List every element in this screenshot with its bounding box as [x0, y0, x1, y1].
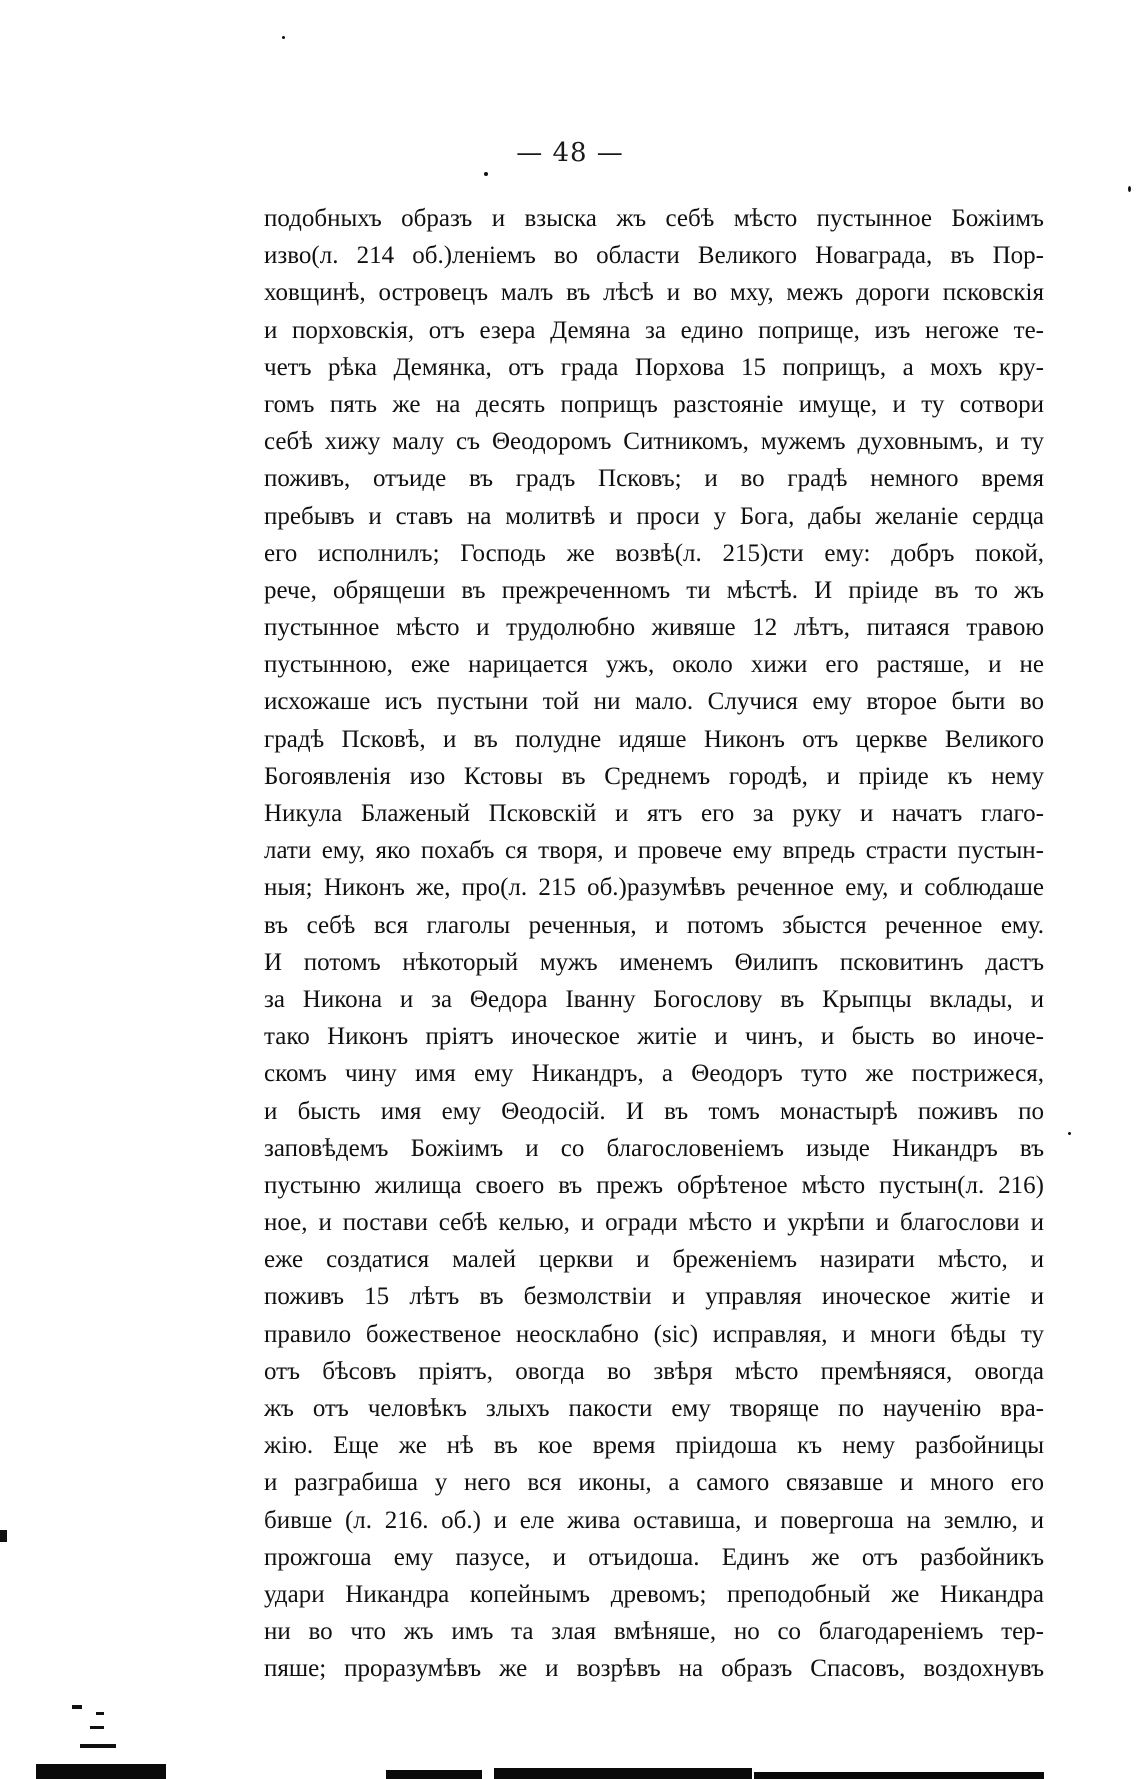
scan-mark — [96, 1712, 104, 1715]
text-line: жію. Еще же нѣ въ кое время пріидоша къ нему разбойницы — [264, 1432, 1044, 1460]
text-line: удари Никандра копейнымъ древомъ; преподобный же Никандра — [264, 1580, 1044, 1608]
text-line: пустынною, еже нарицается ужъ, около хижи его растяше, и не — [264, 651, 1044, 679]
text-line: отъ бѣсовъ пріятъ, овогда во звѣря мѣсто премѣняяся, овогда — [264, 1357, 1044, 1385]
text-line: пребывъ и ставъ на молитвѣ и проси у Бога, дабы желаніе сердца — [264, 502, 1044, 530]
scan-edge-bar — [494, 1768, 752, 1779]
text-line: изво(л. 214 об.)леніемъ во области Великого Новаграда, въ Пор- — [264, 242, 1044, 270]
text-line: жъ отъ человѣкъ злыхъ пакости ему творяще по наученію вра- — [264, 1395, 1044, 1422]
scan-mark — [80, 1744, 116, 1748]
text-line: подобныхъ образъ и взыска жъ себѣ мѣсто пустынное Божіимъ — [264, 205, 1044, 232]
text-line: поживъ 15 лѣтъ въ безмолствіи и управляя иноческое житіе и — [264, 1283, 1044, 1311]
text-line: Богоявленія изо Кстовы въ Среднемъ городѣ, и пріиде къ нему — [264, 762, 1044, 790]
text-line: тако Никонъ пріятъ иноческое житіе и чинъ, и бысть во иноче- — [264, 1023, 1044, 1051]
text-line: прожгоша ему пазусе, и отъидоша. Единъ же отъ разбойникъ — [264, 1543, 1044, 1571]
text-line: ныя; Никонъ же, про(л. 215 об.)разумѣвъ реченное ему, и соблюдаше — [264, 874, 1044, 902]
text-line: еже создатися малей церкви и бреженіемъ назирати мѣсто, и — [264, 1246, 1044, 1274]
text-line: ховщинѣ, островецъ малъ въ лѣсѣ и во мху, межъ дороги псковскія — [264, 279, 1044, 307]
text-line: правило божественое неосклабно (sic) исправляя, и многи бѣды ту — [264, 1320, 1044, 1348]
text-line: и разграбиша у него вся иконы, а самого связавше и много его — [264, 1469, 1044, 1497]
scan-mark — [90, 1726, 104, 1729]
scan-speck — [484, 172, 488, 176]
body-text — [264, 200, 1044, 1688]
text-line: лати ему, яко похабъ ся творя, и провече ему впредь страсти пустын- — [264, 837, 1044, 865]
scan-edge-bar — [36, 1764, 166, 1779]
text-line: исхожаше исъ пустыни той ни мало. Случися ему второе быти во — [264, 688, 1044, 716]
scan-speck — [1068, 1132, 1071, 1135]
scan-edge-bar — [386, 1770, 482, 1779]
text-line: за Никона и за Θедора Іванну Богослову въ Крыпцы вклады, и — [264, 985, 1044, 1013]
scan-mark — [72, 1705, 82, 1709]
text-line: Никула Блаженый Псковскій и ятъ его за руку и начатъ глаго- — [264, 800, 1044, 827]
text-line: четъ рѣка Демянка, отъ града Порхова 15 поприщъ, а мохъ кру- — [264, 353, 1044, 381]
text-line: ни во что жъ имъ та злая вмѣняше, но со благодареніемъ тер- — [264, 1618, 1044, 1646]
text-line: И потомъ нѣкоторый мужъ именемъ Θилипъ псковитинъ дастъ — [264, 948, 1044, 976]
text-line: гомъ пять же на десять поприщъ разстояніе имуще, и ту сотвори — [264, 390, 1044, 418]
text-line: и порховскія, отъ езера Демяна за едино поприще, изъ негоже те- — [264, 316, 1044, 344]
scan-speck — [282, 36, 285, 39]
text-line: и бысть имя ему Θеодосій. И въ томъ монастырѣ поживъ по — [264, 1097, 1044, 1125]
scan-edge-bar — [754, 1772, 1044, 1779]
text-line: пустынное мѣсто и трудолюбно живяше 12 лѣтъ, питаяся травою — [264, 614, 1044, 642]
text-line: заповѣдемъ Божіимъ и со благословеніемъ изыде Никандръ въ — [264, 1134, 1044, 1162]
text-line: бивше (л. 216. об.) и еле жива оставиша, и повергоша на землю, и — [264, 1506, 1044, 1534]
scan-mark — [0, 1530, 7, 1542]
page-number: — 48 — — [516, 138, 624, 168]
text-line: поживъ, отъиде въ градъ Псковъ; и во градѣ немного время — [264, 465, 1044, 493]
text-line: пустыню жилища своего въ прежъ обрѣтеное мѣсто пустын(л. 216) — [264, 1171, 1044, 1199]
text-line: въ себѣ вся глаголы реченныя, и потомъ збыстся реченное ему. — [264, 911, 1044, 939]
text-line: рече, обрящеши въ прежреченномъ ти мѣстѣ. И пріиде въ то жъ — [264, 576, 1044, 604]
text-line: ное, и постави себѣ келью, и огради мѣсто и укрѣпи и благослови и — [264, 1209, 1044, 1237]
scan-speck — [1128, 186, 1131, 192]
text-line: его исполнилъ; Господь же возвѣ(л. 215)сти ему: добръ покой, — [264, 539, 1044, 567]
text-line: пяше; проразумѣвъ же и возрѣвъ на образъ Спасовъ, воздохнувъ — [264, 1655, 1044, 1683]
text-line: градѣ Псковѣ, и въ полудне идяше Никонъ отъ церкве Великого — [264, 725, 1044, 753]
text-line: скомъ чину имя ему Никандръ, а Θеодоръ туто же пострижеся, — [264, 1060, 1044, 1088]
text-line: себѣ хижу малу съ Θеодоромъ Ситникомъ, мужемъ духовнымъ, и ту — [264, 428, 1044, 456]
